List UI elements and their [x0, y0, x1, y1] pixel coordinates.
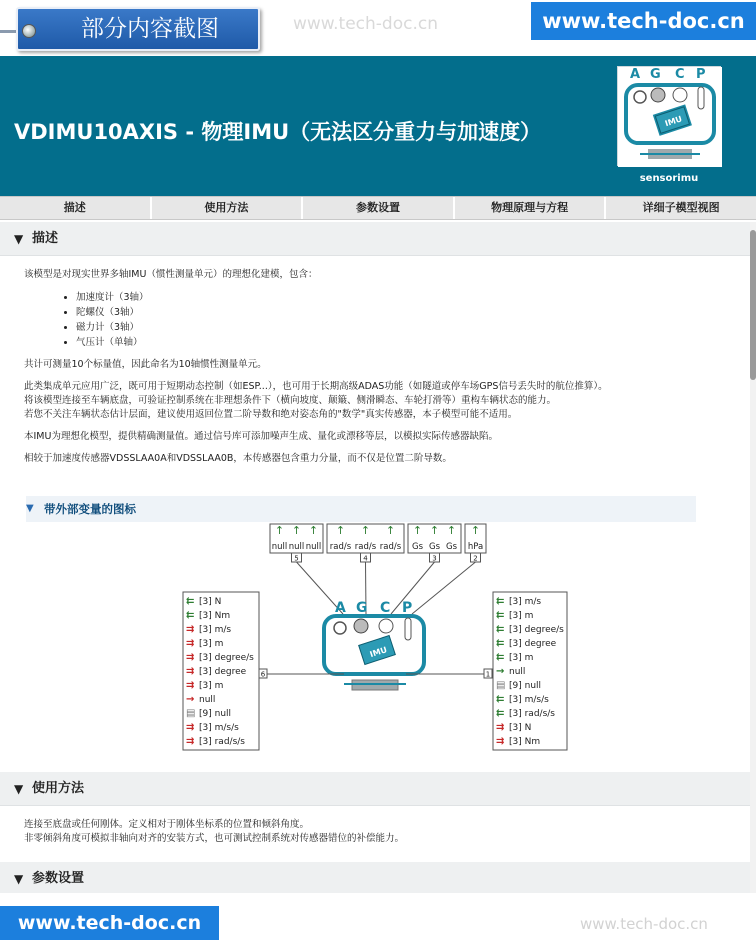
- tab-description[interactable]: 描述: [0, 197, 150, 219]
- port-kind-icon: →: [186, 694, 195, 705]
- port-kind-icon: ⇉: [496, 736, 505, 747]
- port-kind-icon: ▤: [496, 680, 506, 691]
- scrollbar[interactable]: [750, 222, 756, 893]
- subsection-title: 带外部变量的图标: [44, 502, 136, 516]
- port-kind-icon: ⇇: [496, 596, 505, 607]
- icon-letter-c: C: [675, 67, 685, 82]
- right-port-label: [9] null: [509, 681, 542, 691]
- left-port-label: [3] Nm: [199, 611, 231, 621]
- usage-text-2: 非零倾斜角度可模拟非轴向对齐的安装方式，也可测试控制系统对传感器错位的补偿能力。: [24, 833, 405, 844]
- right-port-label: [3] degree/s: [509, 625, 564, 635]
- description-body: [0, 256, 750, 482]
- page-title: VDIMU10AXIS - 物理IMU（无法区分重力与加速度）: [14, 120, 542, 144]
- port-kind-icon: ⇇: [496, 652, 505, 663]
- sensorimu-icon: [617, 66, 721, 166]
- section-title: 参数设置: [32, 871, 85, 886]
- section-header-description[interactable]: [0, 222, 750, 256]
- port-number: 5: [294, 554, 299, 563]
- port-kind-icon: ⇇: [496, 624, 505, 635]
- port-kind-icon: ⇇: [496, 708, 505, 719]
- port-kind-icon: ⇉: [186, 680, 195, 691]
- list-item: • 陀螺仪（3轴）: [76, 305, 750, 320]
- list-item: • 加速度计（3轴）: [76, 290, 750, 305]
- intro-text: 该模型是对现实世界多轴IMU（惯性测量单元）的理想化建模，包含：: [24, 269, 318, 280]
- port-kind-icon: ⇉: [186, 666, 195, 677]
- imu-chip-label: IMU: [368, 645, 389, 660]
- gyroscope-icon: [354, 619, 368, 633]
- list-item: • 气压计（单轴）: [76, 335, 750, 350]
- usage-body: [0, 806, 750, 862]
- port-kind-icon: ⇇: [186, 610, 195, 621]
- block-letter: G: [356, 600, 368, 616]
- section-title: 描述: [32, 231, 59, 246]
- port-kind-icon: ⇇: [496, 638, 505, 649]
- right-port-label: [3] rad/s/s: [509, 709, 555, 719]
- scrollbar-thumb[interactable]: [750, 230, 756, 380]
- promo-banner-bottom: [0, 893, 756, 945]
- left-port-label: [3] m: [199, 681, 224, 691]
- tab-physics[interactable]: 物理原理与方程: [453, 197, 605, 219]
- collapse-triangle-icon: ▼: [14, 782, 24, 796]
- port-kind-icon: ⇉: [186, 624, 195, 635]
- application-text-2: 将该模型连接至车辆底盘，可验证控制系统在非理想条件下（横向坡度、颠簸、侧滑瞬态、车轮打滑等）重构车辆状态的能力。: [24, 395, 557, 406]
- top-port-label: hPa: [467, 542, 484, 552]
- tab-submodel[interactable]: 详细子模型视图: [604, 197, 756, 219]
- port-kind-icon: ⇉: [186, 736, 195, 747]
- right-port-label: [3] m: [509, 653, 534, 663]
- pin-icon: [22, 24, 36, 38]
- left-port-label: [3] m/s/s: [199, 723, 239, 733]
- right-port-label: [3] N: [509, 723, 532, 733]
- up-arrow-icon: ↑: [429, 524, 440, 537]
- icon-letter-p: P: [696, 67, 706, 82]
- icon-letter-g: G: [650, 67, 661, 82]
- collapse-triangle-icon: ▼: [14, 872, 24, 886]
- icon-caption: sensorimu: [639, 173, 699, 184]
- tab-parameters[interactable]: 参数设置: [301, 197, 453, 219]
- top-port-label: Gs: [411, 542, 424, 552]
- list-item: • 磁力计（3轴）: [76, 320, 750, 335]
- left-port-label: [3] m: [199, 639, 224, 649]
- top-port-label: rad/s: [379, 542, 402, 552]
- site-link-button-bottom[interactable]: www.tech-doc.cn: [0, 906, 219, 940]
- collapse-triangle-icon: ▼: [14, 232, 24, 246]
- top-port-label: Gs: [428, 542, 441, 552]
- external-variables-diagram: [0, 522, 726, 772]
- watermark-top: www.tech-doc.cn: [293, 14, 438, 34]
- top-port-label: null: [305, 542, 322, 552]
- connection-line: [391, 562, 435, 614]
- left-port-label: [9] null: [199, 709, 232, 719]
- collapse-triangle-icon: ▼: [26, 503, 34, 514]
- usage-text-1: 连接至底盘或任何刚体。定义相对于刚体坐标系的位置和倾斜角度。: [24, 819, 310, 830]
- up-arrow-icon: ↑: [291, 524, 302, 537]
- port-number: 2: [473, 554, 478, 563]
- application-text-3: 若您不关注车辆状态估计层面，建议使用返回位置二阶导数和绝对姿态角的"数学"真实传感器，本子模型可能不适用。: [24, 409, 518, 420]
- port-kind-icon: ▤: [186, 708, 196, 719]
- port-kind-icon: ⇉: [496, 722, 505, 733]
- up-arrow-icon: ↑: [274, 524, 285, 537]
- section-header-usage[interactable]: [0, 772, 750, 806]
- top-port-label: null: [271, 542, 288, 552]
- right-port-label: [3] Nm: [509, 737, 541, 747]
- port-number: 6: [260, 670, 266, 679]
- port-kind-icon: ⇇: [496, 694, 505, 705]
- left-port-label: [3] N: [199, 597, 222, 607]
- left-port-label: [3] degree/s: [199, 653, 254, 663]
- tab-usage[interactable]: 使用方法: [150, 197, 302, 219]
- total-text: 共计可测量10个标量值，因此命名为10轴惯性测量单元。: [24, 359, 267, 370]
- port-kind-icon: ⇉: [186, 652, 195, 663]
- up-arrow-icon: ↑: [308, 524, 319, 537]
- section-tabs: [0, 196, 756, 220]
- port-number: 3: [432, 554, 437, 563]
- top-port-label: rad/s: [329, 542, 352, 552]
- left-port-label: [3] degree: [199, 667, 247, 677]
- port-kind-icon: ⇇: [186, 596, 195, 607]
- icon-letter-a: A: [630, 67, 641, 82]
- section-header-parameters[interactable]: [0, 862, 750, 893]
- port-kind-icon: ⇉: [186, 638, 195, 649]
- port-kind-icon: ⇉: [186, 722, 195, 733]
- promo-banner-top: [0, 0, 756, 54]
- up-arrow-icon: ↑: [446, 524, 457, 537]
- right-port-label: null: [509, 667, 526, 677]
- connection-line: [412, 562, 476, 614]
- subsection-header-icon[interactable]: [26, 496, 696, 522]
- port-number: 4: [363, 554, 368, 563]
- site-link-button[interactable]: www.tech-doc.cn: [531, 2, 756, 40]
- svg-text:IMU: IMU: [663, 114, 684, 129]
- section-title: 使用方法: [32, 781, 85, 796]
- port-kind-icon: →: [496, 666, 505, 677]
- top-port-label: Gs: [445, 542, 458, 552]
- diagram-svg: [0, 522, 726, 772]
- right-port-label: [3] m/s/s: [509, 695, 549, 705]
- up-arrow-icon: ↑: [470, 524, 481, 537]
- port-number: 1: [485, 670, 491, 679]
- left-port-label: [3] rad/s/s: [199, 737, 245, 747]
- watermark-bottom: www.tech-doc.cn: [580, 915, 708, 933]
- top-port-label: rad/s: [354, 542, 377, 552]
- left-port-label: [3] m/s: [199, 625, 232, 635]
- content-area: [0, 222, 750, 893]
- up-arrow-icon: ↑: [412, 524, 423, 537]
- screenshot-badge: 部分内容截图: [16, 7, 260, 51]
- imu-icon-graphic: [618, 67, 722, 167]
- left-port-label: null: [199, 695, 216, 705]
- block-letter: A: [335, 600, 346, 616]
- application-text-1: 此类集成单元应用广泛，既可用于短期动态控制（如ESP...），也可用于长期高级ADAS功能（如隧道或停车场GPS信号丢失时的航位推算）。: [24, 381, 608, 392]
- up-arrow-icon: ↑: [335, 524, 346, 537]
- compare-text: 相较于加速度传感器VDSSLAA0A和VDSSLAA0B，本传感器包含重力分量，而不仅是位置二阶导数。: [24, 453, 452, 464]
- right-port-label: [3] m: [509, 611, 534, 621]
- block-letter: C: [380, 600, 391, 616]
- block-letter: P: [402, 600, 413, 616]
- up-arrow-icon: ↑: [385, 524, 396, 537]
- sensor-list: [76, 290, 750, 350]
- right-port-label: [3] degree: [509, 639, 557, 649]
- right-port-label: [3] m/s: [509, 597, 542, 607]
- up-arrow-icon: ↑: [360, 524, 371, 537]
- ideal-text: 本IMU为理想化模型，提供精确测量值。通过信号库可添加噪声生成、量化或漂移等层，以模拟实际传感器缺陷。: [24, 431, 498, 442]
- port-kind-icon: ⇇: [496, 610, 505, 621]
- top-port-label: null: [288, 542, 305, 552]
- doc-header: [0, 56, 756, 196]
